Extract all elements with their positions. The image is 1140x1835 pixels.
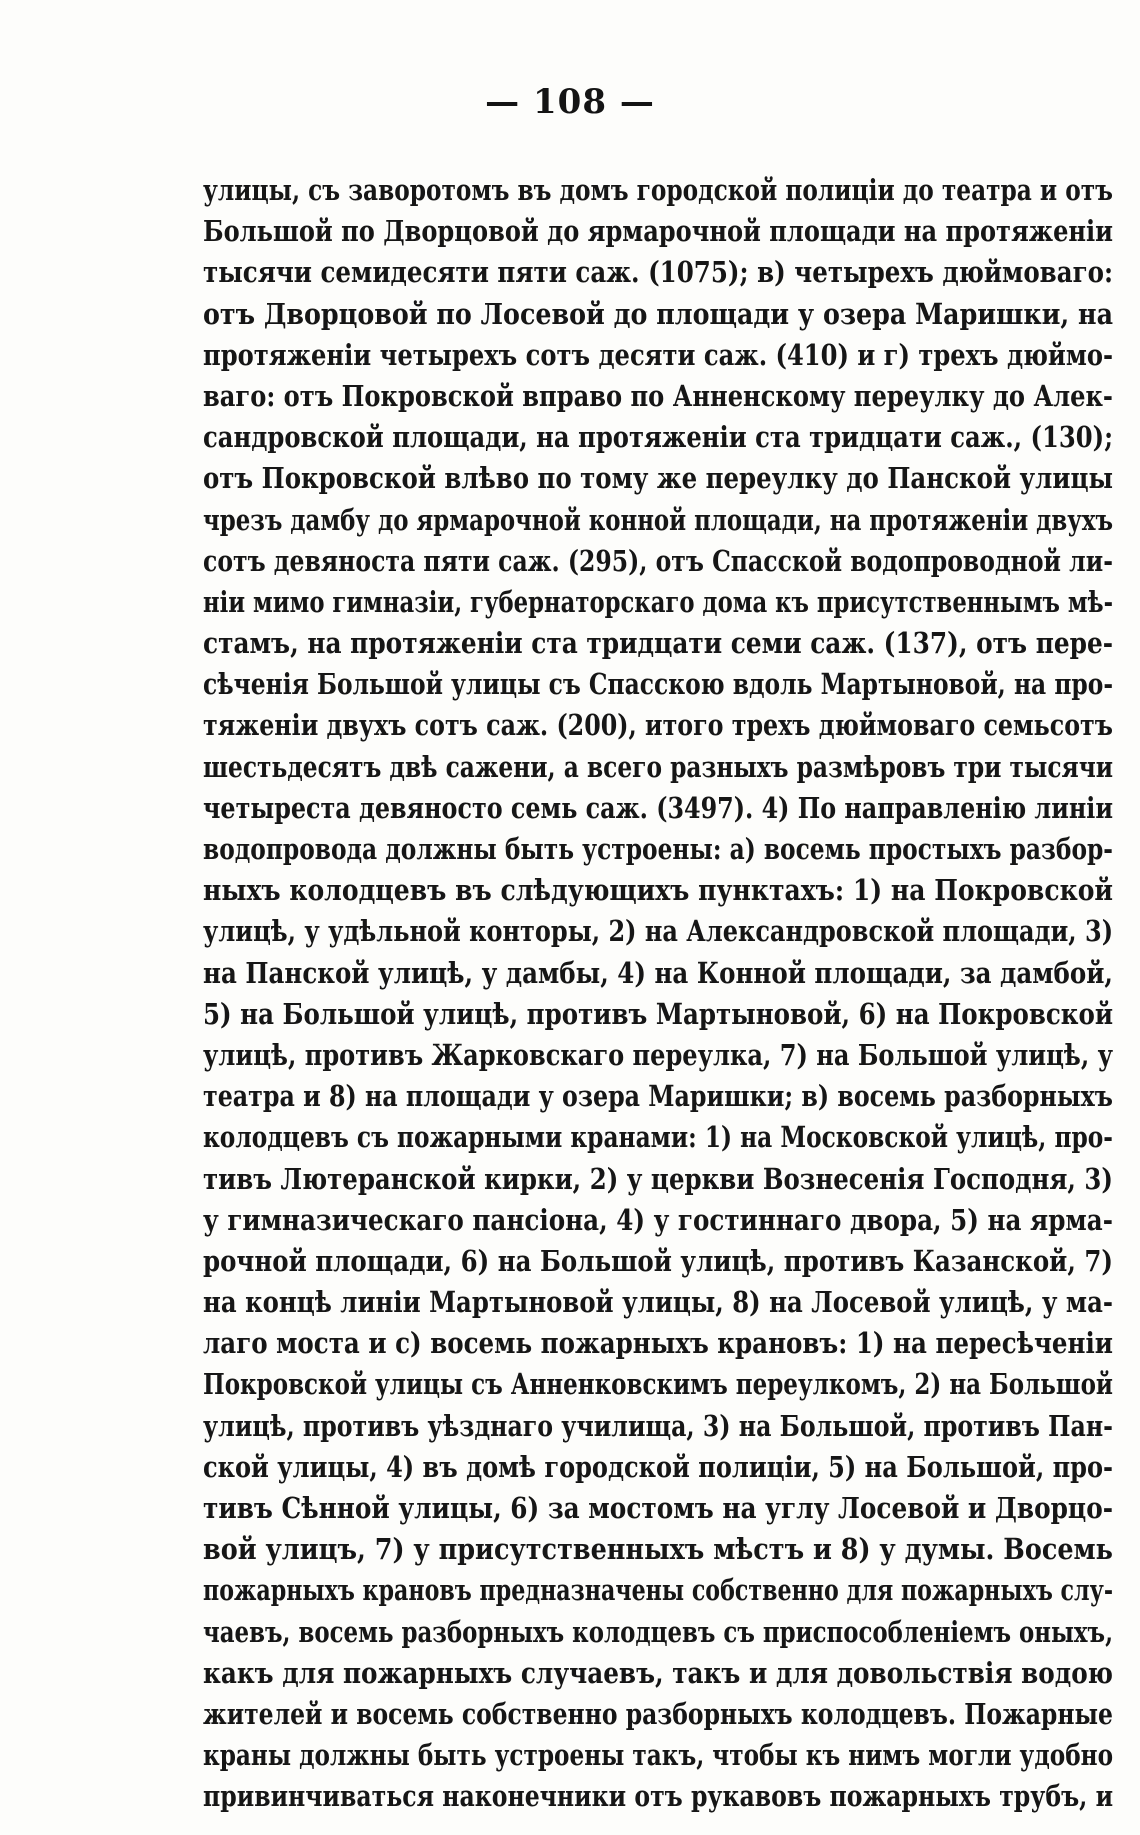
text-line: чрезъ дамбу до ярмарочной конной площади, на протяженіи двухъ [203, 502, 1114, 537]
text-line: ской улицы, 4) въ домѣ городской полиціи, 5) на Большой, про- [203, 1449, 1114, 1484]
text-line: тяженіи двухъ сотъ саж. (200), итого трехъ дюймоваго семьсотъ [203, 708, 1113, 743]
text-line: тивъ Сѣнной улицы, 6) за мостомъ на углу Лосевой и Дворцо- [203, 1491, 1114, 1525]
text-line: ніи мимо гимназіи, губернаторскаго дома къ присутственнымъ мѣ- [203, 584, 1114, 619]
text-line: улицѣ, противъ Жарковскаго переулка, 7) на Большой улицѣ, у [203, 1037, 1114, 1072]
text-line: отъ Покровской влѣво по тому же переулку до Панской улицы [203, 461, 1114, 496]
text-line: какъ для пожарныхъ случаевъ, такъ и для довольствія водою [203, 1655, 1114, 1690]
page-number: — 108 — [485, 82, 655, 122]
text-line: вой улицъ, 7) у присутственныхъ мѣстъ и 8) у думы. Восемь [203, 1532, 1113, 1567]
text-line: чаевъ, восемь разборныхъ колодцевъ съ приспособленіемъ оныхъ, [203, 1614, 1114, 1649]
text-line: театра и 8) на площади у озера Маришки; в) восемь разборныхъ [203, 1079, 1113, 1114]
text-line: лаго моста и с) восемь пожарныхъ крановъ: 1) на пересѣченіи [203, 1326, 1113, 1361]
text-line: протяженіи четырехъ сотъ десяти саж. (410) и г) трехъ дюймо- [203, 337, 1114, 372]
text-line: четыреста девяносто семь саж. (3497). 4) По направленію линіи [203, 790, 1113, 825]
text-line: улицы, съ заворотомъ въ домъ городской полиціи до театра и отъ [203, 173, 1113, 207]
text-line: сандровской площади, на протяженіи ста тридцати саж., (130); [203, 420, 1114, 455]
text-line: ныхъ колодцевъ въ слѣдующихъ пунктахъ: 1) на Покровской [203, 873, 1114, 908]
text-line: улицѣ, у удѣльной конторы, 2) на Александровской площади, 3) [203, 914, 1114, 949]
text-line: шестьдесятъ двѣ сажени, а всего разныхъ размѣровъ три тысячи [203, 749, 1114, 784]
text-line: рочной площади, 6) на Большой улицѣ, противъ Казанской, 7) [203, 1243, 1113, 1278]
text-line: улицѣ, противъ уѣзднаго училища, 3) на Большой, противъ Пан- [203, 1408, 1113, 1443]
text-line: стамъ, на протяженіи ста тридцати семи саж. (137), отъ пере- [203, 626, 1114, 661]
text-line: пожарныхъ крановъ предназначены собственно для пожарныхъ слу- [203, 1573, 1114, 1608]
body-text [203, 170, 1113, 1818]
text-line: Покровской улицы съ Анненковскимъ переулкомъ, 2) на Большой [203, 1367, 1113, 1402]
text-line: тысячи семидесяти пяти саж. (1075); в) четырехъ дюймоваго: [203, 255, 1114, 290]
text-line: колодцевъ съ пожарными кранами: 1) на Московской улицѣ, про- [203, 1120, 1113, 1155]
text-line: отъ Дворцовой по Лосевой до площади у озера Маришки, на [203, 296, 1114, 331]
text-line: Большой по Дворцовой до ярмарочной площади на протяженіи [203, 214, 1114, 249]
text-line: ваго: отъ Покровской вправо по Анненскому переулку до Алек- [203, 378, 1113, 413]
text-line: у гимназическаго пансіона, 4) у гостиннаго двора, 5) на ярма- [203, 1202, 1113, 1237]
text-line: краны должны быть устроены такъ, чтобы къ нимъ могли удобно [203, 1738, 1114, 1773]
text-line: сѣченія Большой улицы съ Спасскою вдоль Мартыновой, на про- [203, 667, 1114, 702]
text-line: привинчиваться наконечники отъ рукавовъ пожарныхъ трубъ, и [203, 1779, 1114, 1814]
text-line: сотъ девяноста пяти саж. (295), отъ Спасской водопроводной ли- [203, 543, 1113, 578]
text-line: водопровода должны быть устроены: а) восемь простыхъ разбор- [203, 832, 1113, 866]
text-line: 5) на Большой улицѣ, противъ Мартыновой, 6) на Покровской [203, 996, 1114, 1031]
text-line: тивъ Лютеранской кирки, 2) у церкви Вознесенія Господня, 3) [203, 1161, 1113, 1196]
text-line: на Панской улицѣ, у дамбы, 4) на Конной площади, за дамбой, [203, 955, 1113, 990]
text-line: на концѣ линіи Мартыновой улицы, 8) на Лосевой улицѣ, у ма- [203, 1285, 1113, 1320]
text-line: жителей и восемь собственно разборныхъ колодцевъ. Пожарные [203, 1696, 1113, 1731]
